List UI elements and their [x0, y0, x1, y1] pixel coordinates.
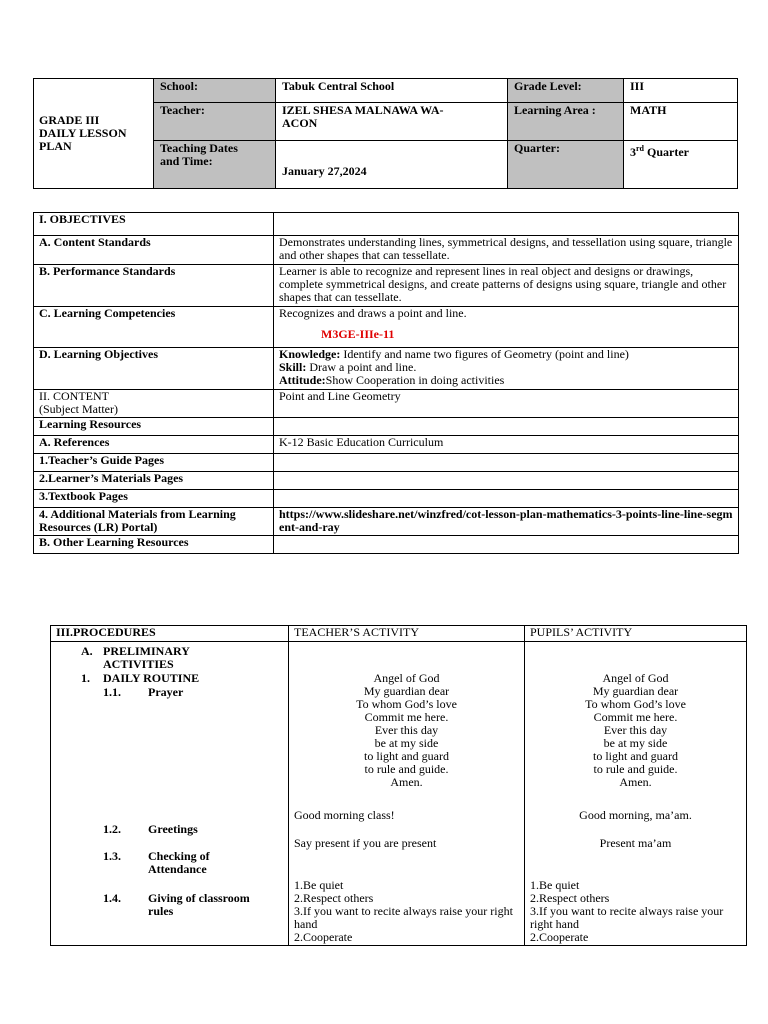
plan-title-line: PLAN — [39, 139, 72, 153]
learners-materials-label: 2.Learner’s Materials Pages — [34, 472, 274, 490]
teacher-prayer — [294, 672, 519, 789]
procedures-table — [50, 625, 747, 946]
content2-label-line: (Subject Matter) — [39, 402, 118, 416]
grade-label: Grade Level: — [508, 79, 624, 103]
pupils-activity — [525, 642, 747, 946]
rule-item: 1.Be quiet — [294, 878, 344, 892]
dates-label-line: Teaching Dates — [160, 141, 238, 155]
step-1-3-num: 1.3. — [103, 849, 121, 863]
prayer-line: Commit me here. — [593, 710, 678, 724]
objectives-empty — [274, 213, 739, 236]
teacher-label: Teacher: — [154, 103, 276, 141]
teacher-value — [276, 103, 508, 141]
teacher-value-line: ACON — [282, 116, 318, 130]
rule-item: 2.Respect others — [530, 891, 610, 905]
step-1-1-num: 1.1. — [103, 685, 121, 699]
quarter-label: Quarter: — [508, 141, 624, 189]
prayer-line: to light and guard — [593, 749, 678, 763]
textbook-value — [274, 490, 739, 508]
prayer-line: Ever this day — [374, 723, 439, 737]
area-label: Learning Area : — [508, 103, 624, 141]
plan-title — [34, 79, 154, 189]
pupils-prayer — [530, 672, 741, 789]
prayer-line: to light and guard — [364, 749, 449, 763]
pupils-rules — [530, 879, 741, 944]
quarter-value — [624, 141, 738, 189]
teacher-activity-header: TEACHER’S ACTIVITY — [289, 626, 525, 642]
prayer-line: to rule and guide. — [593, 762, 678, 776]
rule-item: 2.Cooperate — [294, 930, 353, 944]
plan-title-line: GRADE III — [39, 113, 100, 127]
prayer-line: Ever this day — [603, 723, 668, 737]
step-1-label: DAILY ROUTINE — [103, 671, 200, 685]
prayer-line: To whom God’s love — [585, 697, 686, 711]
competency-code: M3GE-IIIe-11 — [321, 327, 395, 341]
teachers-guide-label: 1.Teacher’s Guide Pages — [34, 454, 274, 472]
prayer-line: My guardian dear — [592, 684, 679, 698]
teacher-rules — [294, 879, 519, 944]
additional-materials-label: 4. Additional Materials from Learning Resources (LR) Portal) — [34, 508, 274, 536]
content-standards-value: Demonstrates understanding lines, symmetrical designs, and tessellation using square, triangle and other shapes that can tessellate. — [274, 236, 739, 265]
prayer-line: Commit me here. — [364, 710, 449, 724]
step-a-label-line: PRELIMINARY — [103, 644, 190, 658]
content2-label-line: II. CONTENT — [39, 389, 109, 403]
competencies-label: C. Learning Competencies — [34, 307, 274, 348]
rule-item: 2.Respect others — [294, 891, 374, 905]
performance-standards-label: B. Performance Standards — [34, 265, 274, 307]
step-1-3-label-line: Checking of — [148, 849, 210, 863]
competencies-text: Recognizes and draws a point and line. — [279, 306, 467, 320]
step-1-2-label: Greetings — [148, 822, 198, 836]
objectives-table — [33, 212, 739, 554]
attitude-line — [279, 374, 733, 387]
prayer-line: to rule and guide. — [364, 762, 449, 776]
dates-value: January 27,2024 — [276, 141, 508, 189]
learning-objectives-value — [274, 348, 739, 390]
rule-item: 2.Cooperate — [530, 930, 589, 944]
content-standards-label: A. Content Standards — [34, 236, 274, 265]
step-1-3-label — [148, 850, 210, 876]
skill-value: Draw a point and line. — [306, 360, 417, 374]
prayer-line: To whom God’s love — [356, 697, 457, 711]
step-1-4-label-line: rules — [148, 904, 174, 918]
quarter-sup: rd — [636, 144, 644, 153]
prayer-line: Amen. — [619, 775, 652, 789]
learning-resources-empty — [274, 418, 739, 436]
area-value: MATH — [624, 103, 738, 141]
rule-item: 1.Be quiet — [530, 878, 580, 892]
step-1-2-num: 1.2. — [103, 822, 121, 836]
objectives-title: I. OBJECTIVES — [34, 213, 274, 236]
step-a-label-line: ACTIVITIES — [103, 657, 174, 671]
learning-objectives-label: D. Learning Objectives — [34, 348, 274, 390]
performance-standards-value: Learner is able to recognize and represent lines in real object and designs or drawings, complete symmetrical designs, and create patterns of designs using square, triangle and other shapes that can tessellate. — [274, 265, 739, 307]
references-label: A. References — [34, 436, 274, 454]
prayer-line: be at my side — [374, 736, 439, 750]
dates-label — [154, 141, 276, 189]
header-table — [33, 78, 738, 189]
prayer-line: Amen. — [390, 775, 423, 789]
step-1-3-label-line: Attendance — [148, 862, 207, 876]
skill-label: Skill: — [279, 360, 307, 374]
pupils-greeting: Good morning, ma’am. — [579, 808, 692, 822]
school-label: School: — [154, 79, 276, 103]
content2-label — [34, 390, 274, 418]
step-1-4-label — [148, 892, 250, 918]
attitude-value: Show Cooperation in doing activities — [325, 373, 505, 387]
teacher-greeting: Good morning class! — [294, 808, 395, 822]
knowledge-value: Identify and name two figures of Geometry (point and line) — [340, 347, 629, 361]
teacher-attendance: Say present if you are present — [294, 836, 437, 850]
prayer-line: My guardian dear — [363, 684, 450, 698]
teacher-activity — [289, 642, 525, 946]
prayer-line: Angel of God — [602, 671, 669, 685]
pupils-activity-header: PUPILS’ ACTIVITY — [525, 626, 747, 642]
dates-label-line: and Time: — [160, 154, 213, 168]
procedures-header: III.PROCEDURES — [51, 626, 289, 642]
pupils-attendance: Present ma’am — [599, 836, 672, 850]
teacher-value-line: IZEL SHESA MALNAWA WA- — [282, 103, 444, 117]
step-a-num: A. — [81, 644, 93, 658]
quarter-num: 3 — [630, 145, 636, 159]
step-1-4-label-line: Giving of classroom — [148, 891, 250, 905]
plan-title-line: DAILY LESSON — [39, 126, 127, 140]
references-value: K-12 Basic Education Curriculum — [274, 436, 739, 454]
quarter-word: Quarter — [644, 145, 689, 159]
competencies-value — [274, 307, 739, 348]
rule-item: 3.If you want to recite always raise your right hand — [294, 904, 513, 931]
prayer-line: be at my side — [603, 736, 668, 750]
knowledge-label: Knowledge: — [279, 347, 341, 361]
content2-value: Point and Line Geometry — [274, 390, 739, 418]
grade-value: III — [624, 79, 738, 103]
step-1-4-num: 1.4. — [103, 891, 121, 905]
step-a-label — [103, 645, 190, 671]
textbook-label: 3.Textbook Pages — [34, 490, 274, 508]
other-resources-label: B. Other Learning Resources — [34, 536, 274, 554]
step-1-1-label: Prayer — [148, 685, 184, 699]
teachers-guide-value — [274, 454, 739, 472]
learners-materials-value — [274, 472, 739, 490]
prayer-line: Angel of God — [373, 671, 440, 685]
attitude-label: Attitude: — [279, 373, 326, 387]
school-value: Tabuk Central School — [276, 79, 508, 103]
rule-item: 3.If you want to recite always raise your right hand — [530, 904, 724, 931]
additional-materials-link[interactable]: https://www.slideshare.net/winzfred/cot-lesson-plan-mathematics-3-points-line-line-segment-and-ray — [274, 508, 739, 536]
step-1-num: 1. — [81, 671, 90, 685]
other-resources-value — [274, 536, 739, 554]
learning-resources-label: Learning Resources — [34, 418, 274, 436]
procedures-list — [51, 642, 289, 946]
